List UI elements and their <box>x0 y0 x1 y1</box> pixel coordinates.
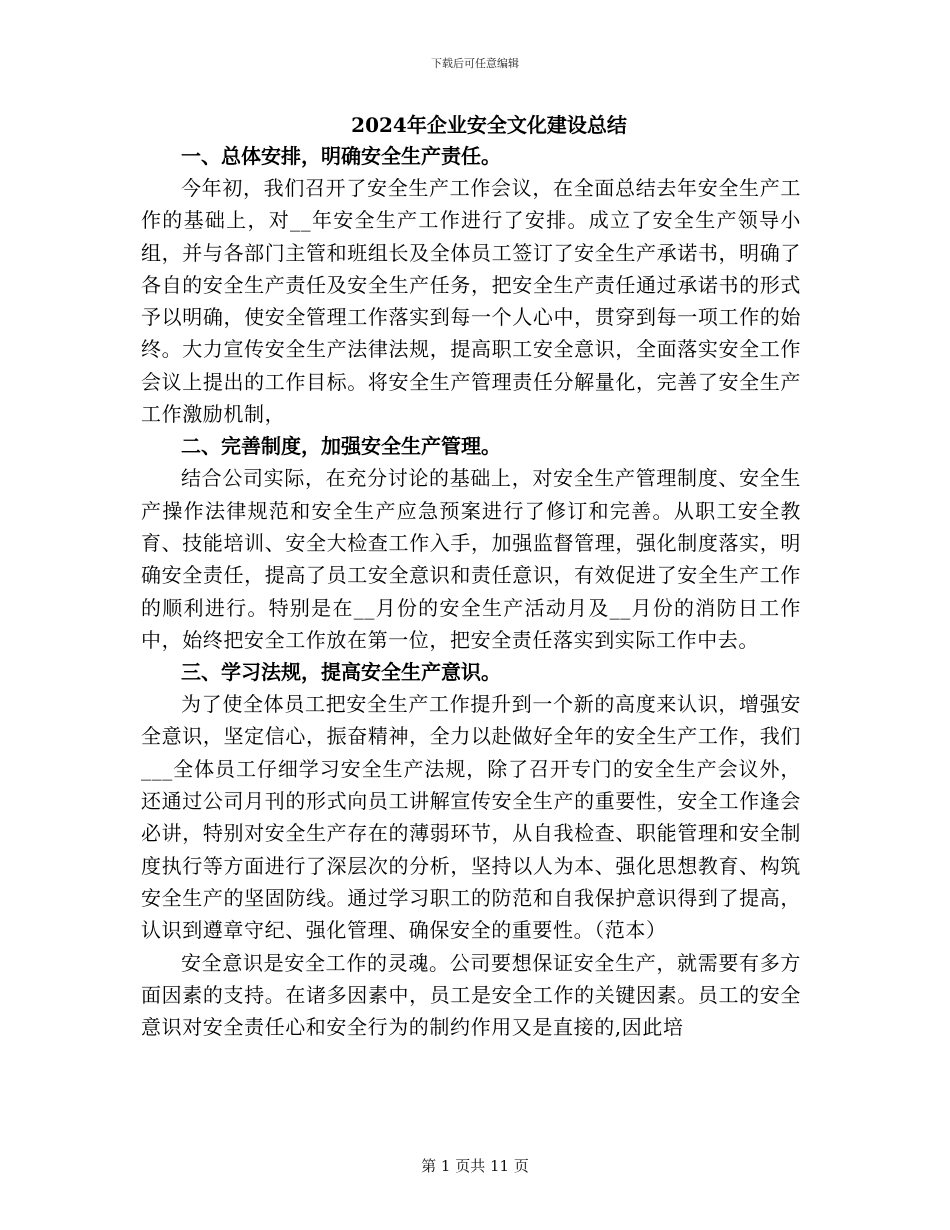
header-note: 下载后可任意编辑 <box>431 57 519 70</box>
document-title: 2024年企业安全文化建设总结 <box>351 113 627 137</box>
section-3-paragraph-2: 安全意识是安全工作的灵魂。公司要想保证安全生产，就需要有多方面因素的支持。在诸多因素中，员工是安全工作的关键因素。员工的安全意识对安全责任心和安全行为的制约作用又是直接的,因此培 <box>141 950 801 1040</box>
section-heading-1: 一、总体安排，明确安全生产责任。 <box>181 144 501 168</box>
section-1-paragraph: 今年初，我们召开了安全生产工作会议，在全面总结去年安全生产工作的基础上，对__年安全生产工作进行了安排。成立了安全生产领导小组，并与各部门主管和班组长及全体员工签订了安全生产承诺书，明确了各自的安全生产责任及安全生产任务，把安全生产责任通过承诺书的形式予以明确，使安全管理工作落实到每一个人心中，贯穿到每一项工作的始终。大力宣传安全生产法律法规，提高职工安全意识，全面落实安全工作会议上提出的工作目标。将安全生产管理责任分解量化，完善了安全生产工作激励机制， <box>141 176 801 427</box>
section-3-paragraph-1: 为了使全体员工把安全生产工作提升到一个新的高度来认识，增强安全意识，坚定信心，振奋精神，全力以赴做好全年的安全生产工作，我们___全体员工仔细学习安全生产法规，除了召开专门的安全生产会议外，还通过公司月刊的形式向员工讲解宣传安全生产的重要性，安全工作逢会必讲，特别对安全生产存在的薄弱环节，从自我检查、职能管理和安全制度执行等方面进行了深层次的分析，坚持以人为本、强化思想教育、构筑安全生产的坚固防线。通过学习职工的防范和自我保护意识得到了提高，认识到遵章守纪、强化管理、确保安全的重要性。（范本） <box>141 692 801 943</box>
section-heading-2: 二、完善制度，加强安全生产管理。 <box>181 434 501 459</box>
page-number: 第 1 页共 11 页 <box>421 1157 529 1175</box>
section-heading-3: 三、学习法规，提高安全生产意识。 <box>181 660 501 685</box>
document-body <box>141 110 801 1043</box>
section-2-paragraph: 结合公司实际，在充分讨论的基础上，对安全生产管理制度、安全生产操作法律规范和安全生产应急预案进行了修订和完善。从职工安全教育、技能培训、安全大检查工作入手，加强监督管理，强化制度落实，明确安全责任，提高了员工安全意识和责任意识，有效促进了安全生产工作的顺利进行。特别是在__月份的安全生产活动月及__月份的消防日工作中，始终把安全工作放在第一位，把安全责任落实到实际工作中去。 <box>141 466 801 652</box>
